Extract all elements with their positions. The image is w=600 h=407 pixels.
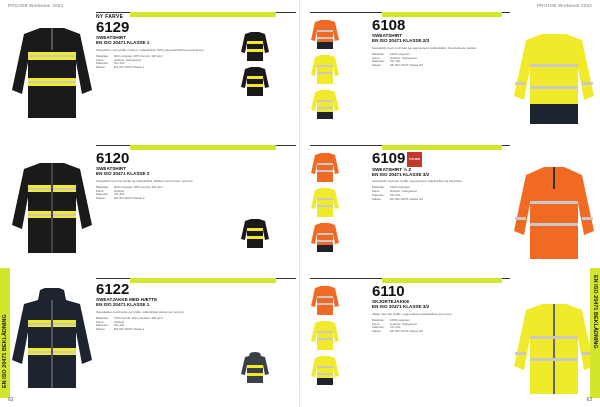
product-description: Jakke med hel lynlås, segmenteret refleksbånd og lommer. [372,311,453,316]
product-image-6108[interactable] [512,26,596,130]
spec-value: Gul/sort, Orange/sort [390,321,417,326]
variant-thumbnails [310,18,340,123]
variant-thumbnail[interactable] [310,151,340,184]
product-code: 6122 [96,281,130,298]
spec-label: Klasse: [372,196,382,201]
product-subtitle: EN ISO 20471 KLASSE 2 [96,171,150,177]
variant-thumbnail[interactable] [310,53,340,86]
catalog-header: PROJOB Workwear 2024 [8,3,64,8]
side-label: EN ISO 20471 BEKLÄDNING [2,314,8,388]
spec-value: EN ISO 20471 Klasse 3/2 [390,329,423,334]
product-subtitle: EN ISO 20471 KLASSE 1 [96,40,150,46]
product-code: 6108 [372,17,406,34]
spec-value: 100% polyester [390,317,410,322]
spec-list [372,53,517,68]
product-code: 6110 [372,283,405,300]
spec-label: Farve: [96,57,105,62]
product-code: 6120 [96,150,130,167]
page-number: 62 [8,397,14,403]
variant-thumbnail[interactable] [240,65,270,98]
side-label: EN ISO 20471 BEKLÄDNING [592,275,598,349]
product-6120[interactable] [0,145,300,273]
spec-value: EN ISO 20471 Klasse 1 [114,65,145,70]
spec-label: Størrelse: [96,61,109,66]
spec-value: Gul/sort, Orange/sort [390,55,417,60]
variant-thumbnails [240,352,270,387]
new-color-tag: NY FARVE [96,14,124,20]
spec-label: Størrelse: [372,325,385,330]
spec-value: Gul/sort [114,188,125,193]
product-description: Sweatshirt med lynlås i halsen, refleksbånd. 60% polyester/40% bomuld fleece. [96,47,205,52]
spec-list [372,319,517,334]
variant-thumbnail[interactable] [240,217,270,250]
spec-value: 60% polyester, 40% bomuld, 320 g/m² [114,53,163,58]
spec-label: Størrelse: [96,323,109,328]
variant-thumbnail[interactable] [240,30,270,63]
variant-thumbnails [310,284,340,389]
spec-value: XS–4XL [390,59,401,64]
product-image-6120[interactable] [10,155,94,259]
product-image-6129[interactable] [10,20,94,124]
product-subtitle: EN ISO 20471 KLASSE 1 [96,302,150,308]
spec-label: Klasse: [96,65,106,70]
spec-list [372,186,517,201]
hivis-stripe [130,145,276,150]
product-image-6109[interactable] [512,161,596,265]
product-6110[interactable] [300,278,600,406]
spec-value: 100% polyester [390,185,410,190]
product-subtitle: EN ISO 20471 KLASSE 3/2 [372,304,430,310]
variant-thumbnail[interactable] [240,352,270,385]
product-title: SWEATJAKKE MED HÆTTE [96,297,158,302]
variant-thumbnail[interactable] [310,18,340,51]
product-subtitle: EN ISO 20471 KLASSE 3/2 [372,171,430,177]
product-title: SWEATSHIRT [372,33,403,38]
catalog-header: PROJOB Workwear 2024 [536,3,592,8]
spec-label: Farve: [372,321,381,326]
right-page [300,0,600,407]
product-title: SWEATSHIRT [96,166,127,171]
product-code [372,151,517,167]
spec-list [96,317,241,332]
variant-thumbnail[interactable] [310,354,340,387]
spec-label: Klasse: [372,63,382,68]
product-image-6122[interactable] [10,288,94,392]
spec-value: Gul/sort, Orange/sort [390,189,417,194]
spec-label: Klasse: [96,196,106,201]
spec-value: EN ISO 20471 Klasse 3/2 [390,196,423,201]
product-description: Sweatshirt med kort lynlås, segmenteret refleksbånd og høj krave. [372,179,463,184]
product-description: Sweatshirt med rund hals og segmenteret refleksbånd. Forstærkede skuldre. [372,45,478,50]
spec-label: Klasse: [372,329,382,334]
variant-thumbnails [310,151,340,256]
spec-label: Materiale: [96,53,109,58]
spec-value: XS–4XL [114,323,125,328]
spec-value: Gul/sort [114,319,125,324]
variant-thumbnail[interactable] [310,88,340,121]
spec-label: Farve: [96,188,105,193]
spec-label: Klasse: [96,327,106,332]
product-6129[interactable] [0,12,300,140]
spec-value: Gul/sort, Orange/sort [114,57,141,62]
product-title: SWEATSHIRT ½ Z [372,166,412,172]
variant-thumbnails [240,217,270,252]
variant-thumbnail[interactable] [310,221,340,254]
product-code: 6129 [96,19,130,36]
spec-label: Materiale: [96,184,109,189]
spec-label: Farve: [372,189,381,194]
page-number: 63 [586,397,592,403]
spec-value: EN ISO 20471 Klasse 2/3 [390,63,423,68]
spec-value: XS–4XL [390,325,401,330]
spec-label: Materiale: [372,51,385,56]
spec-label: Størrelse: [372,192,385,197]
spec-value: EN ISO 20471 Klasse 2 [114,196,145,201]
variant-thumbnail[interactable] [310,319,340,352]
variant-thumbnail[interactable] [310,284,340,317]
product-description: Sweatshirt med hel lynlås og refleksbånd. Ribkant ved ærmer og bund. [96,178,194,183]
product-title: SWEATSHIRT [96,35,127,40]
product-6122[interactable] [0,278,300,406]
spec-label: Farve: [372,55,381,60]
spec-value: XS–4XL [390,192,401,197]
product-title: SKJORTEJAKKE [372,299,410,304]
spec-value: 70% bomuld, 30% polyester, 280 g/m² [114,315,163,320]
product-image-6110[interactable] [512,296,596,400]
spec-label: Materiale: [372,185,385,190]
product-code-text: 6109 [372,150,406,167]
product-6108[interactable] [300,12,600,140]
spec-value: XS–4XL [114,192,125,197]
product-subtitle: EN ISO 20471 KLASSE 2/3 [372,38,430,44]
spec-value: EN ISO 20471 Klasse 1 [114,327,145,332]
variant-thumbnail[interactable] [310,186,340,219]
spec-list [96,55,241,70]
spec-label: Materiale: [372,317,385,322]
spec-label: Størrelse: [96,192,109,197]
spec-label: Størrelse: [372,59,385,64]
spec-label: Materiale: [96,315,109,320]
spec-label: Farve: [96,319,105,324]
spec-value: 100% polyester [390,51,410,56]
product-description: Sweatjakke med hætte og lynlås, refleksbånd på ærmer og krop. [96,309,185,314]
spec-value: XS–4XL [114,61,125,66]
spec-value: 60% polyester, 40% bomuld, 320 g/m² [114,184,163,189]
variant-thumbnails [240,30,270,100]
product-6109[interactable] [300,145,600,273]
new-badge: NYHED [407,152,422,167]
spec-list [96,186,241,201]
